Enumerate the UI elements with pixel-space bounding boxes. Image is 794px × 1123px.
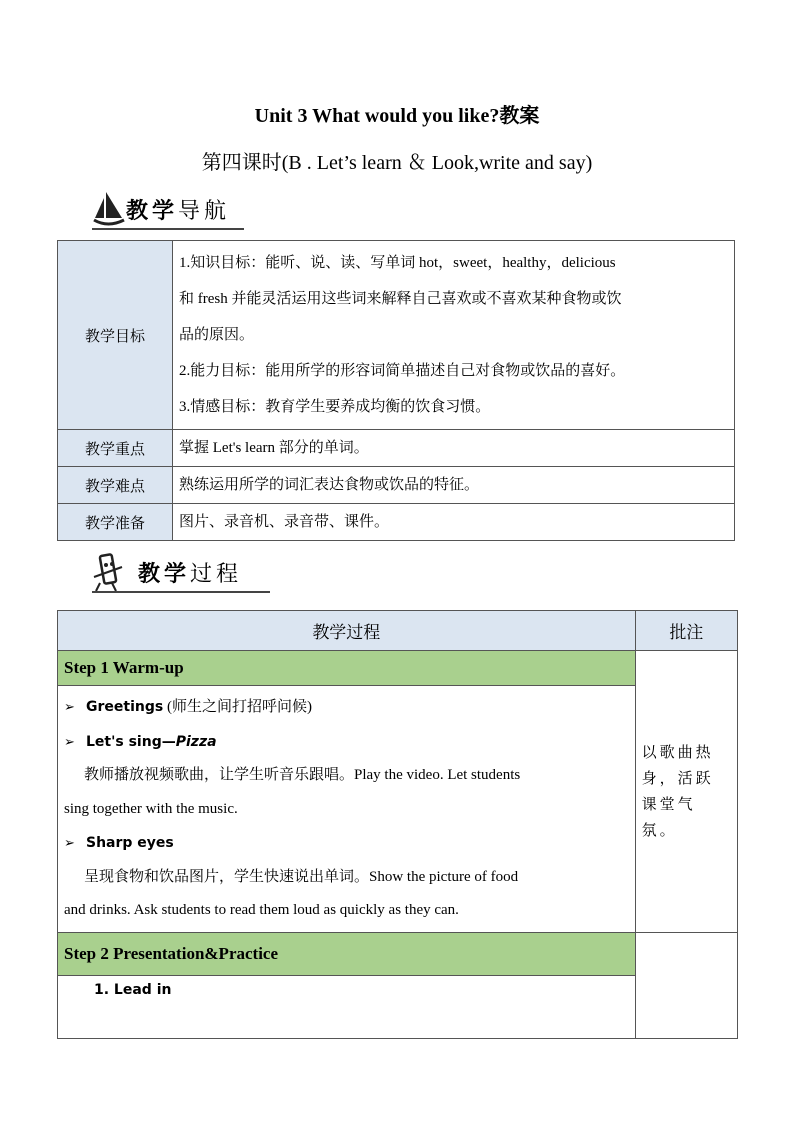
teaching-nav-heading	[92, 190, 244, 230]
objective-line: 品的原因。	[179, 327, 255, 343]
nav-heading-light: 导航	[178, 199, 231, 224]
teaching-process-heading	[92, 553, 270, 593]
activity-label: Sharp eyes	[86, 835, 174, 851]
note-cell	[635, 932, 737, 1038]
arrow-bullet-icon: ➢	[64, 699, 75, 714]
objectives-cell	[173, 241, 735, 430]
step-body	[58, 686, 636, 933]
arrow-bullet-icon: ➢	[64, 835, 75, 850]
activity-note: (师生之间打招呼问候)	[166, 699, 312, 715]
row-label: 教学难点	[58, 467, 173, 504]
column-header-note: 批注	[635, 611, 737, 651]
note-cell: 以歌曲热身，活跃课堂气氛。	[635, 651, 737, 933]
preparation-cell: 图片、录音机、录音带、课件。	[173, 504, 735, 541]
arrow-bullet-icon: ➢	[64, 733, 75, 749]
key-points-cell: 掌握 Let's learn 部分的单词。	[173, 430, 735, 467]
process-table	[57, 610, 738, 1039]
difficulties-cell: 熟练运用所学的词汇表达食物或饮品的特征。	[173, 467, 735, 504]
lesson-subtitle: 第四课时(B . Let’s learn ＆ Look,write and say)	[201, 152, 593, 174]
activity-text: and drinks. Ask students to read them loud as quickly as they can.	[64, 902, 459, 918]
objective-line: 1.知识目标：能听、说、读、写单词 hot，sweet，healthy，delicious	[179, 255, 616, 271]
lead-in-label: 1. Lead in	[58, 975, 636, 1038]
objective-line: 和 fresh 并能灵活运用这些词来解释自己喜欢或不喜欢某种食物或饮	[179, 291, 622, 307]
step-title: Step 2 Presentation&Practice	[58, 932, 636, 975]
table-row	[58, 467, 735, 504]
table-header-row	[58, 611, 738, 651]
list-item	[64, 826, 629, 861]
row-label: 教学准备	[58, 504, 173, 541]
heading-underline	[92, 591, 270, 593]
column-header-process: 教学过程	[58, 611, 636, 651]
table-row	[58, 651, 738, 686]
activity-text: 教师播放视频歌曲，让学生听音乐跟唱。Play the video. Let students	[84, 767, 521, 783]
row-label: 教学重点	[58, 430, 173, 467]
process-heading-bold: 教学	[138, 562, 191, 587]
document-title: Unit 3 What would you like?教案	[254, 105, 540, 127]
sailboat-icon	[92, 190, 126, 233]
table-row	[58, 430, 735, 467]
song-title: Pizza	[175, 733, 217, 750]
row-label: 教学目标	[58, 241, 173, 430]
objective-line: 3.情感目标：教育学生要养成均衡的饮食习惯。	[179, 399, 491, 415]
list-item	[64, 690, 629, 725]
plan-table	[57, 240, 735, 541]
table-row	[58, 504, 735, 541]
activity-text: sing together with the music.	[64, 800, 238, 817]
activity-text: 呈现食物和饮品图片，学生快速说出单词。Show the picture of food	[84, 868, 519, 885]
heading-underline	[92, 228, 244, 230]
list-item	[64, 725, 629, 760]
step-title: Step 1 Warm-up	[58, 651, 636, 686]
objective-line: 2.能力目标：能用所学的形容词简单描述自己对食物或饮品的喜好。	[179, 363, 626, 379]
process-heading-light: 过程	[190, 562, 243, 587]
activity-label: Let's sing—	[86, 733, 176, 750]
activity-label: Greetings	[86, 699, 164, 715]
table-row	[58, 241, 735, 430]
table-row	[58, 932, 738, 975]
nav-heading-bold: 教学	[126, 199, 179, 224]
